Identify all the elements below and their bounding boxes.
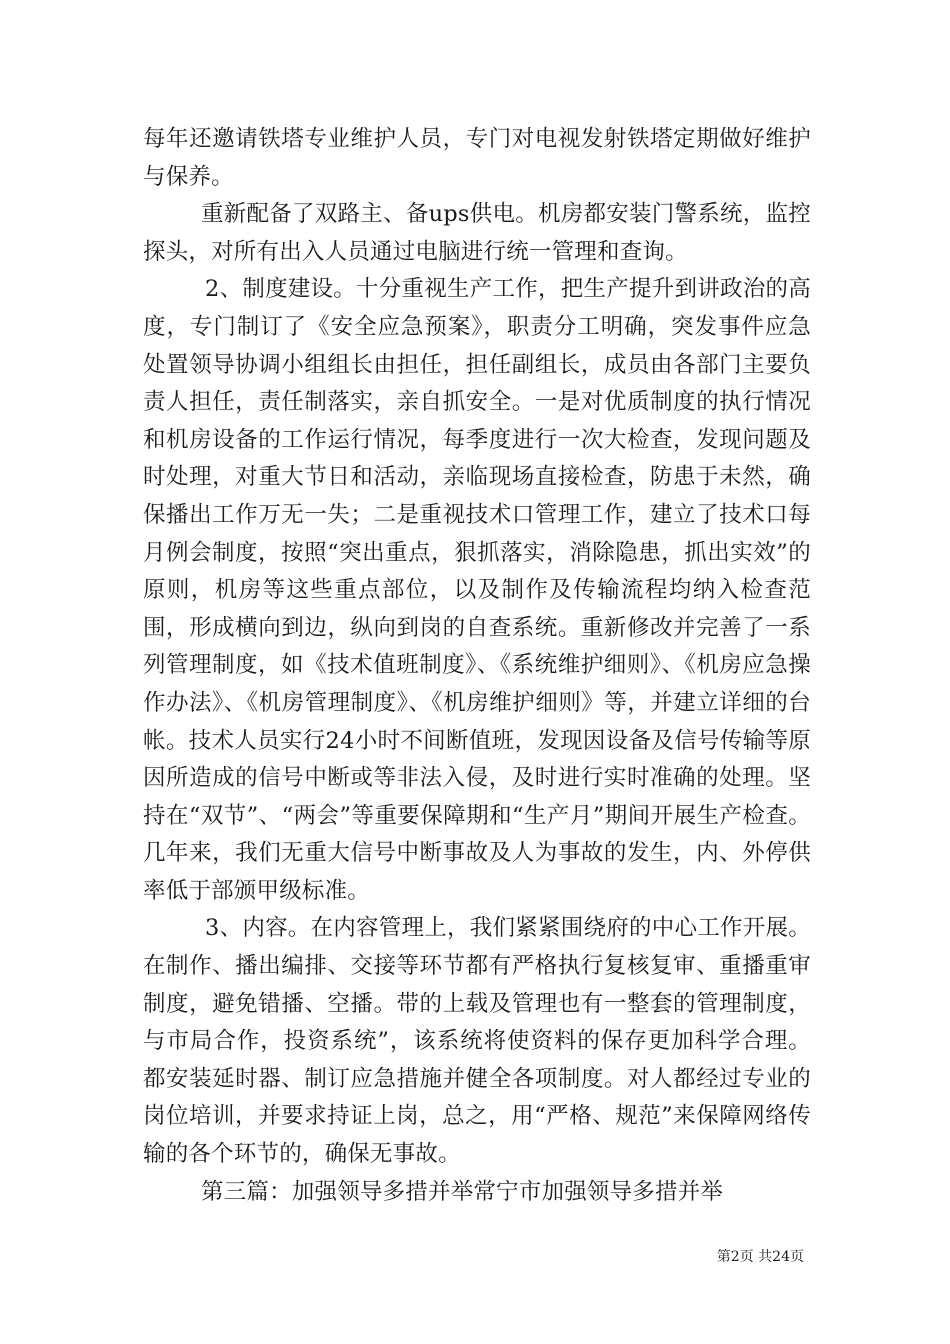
footer-prefix: 第 [716, 1249, 731, 1265]
page-number-footer [0, 1246, 950, 1266]
footer-middle: 页 共 [739, 1249, 773, 1265]
footer-current-page: 2 [730, 1249, 740, 1265]
footer-suffix: 页 [790, 1249, 804, 1265]
document-body [143, 121, 811, 1211]
paragraph-system-construction: 2、制度建设。十分重视生产工作，把生产提升到讲政治的高度，专门制订了《安全应急预案》，职责分工明确，突发事件应急处置领导协调小组组长由担任，担任副组长，成员由各部门主要负责人担任，责任制落实，亲自抓安全。一是对优质制度的执行情况和机房设备的工作运行情况，每季度进行一次大检查，发现问题及时处理，对重大节日和活动，亲临现场直接检查，防患于未然，确保播出工作万无一失；二是重视技术口管理工作，建立了技术口每月例会制度，按照“突出重点，狠抓落实，消除隐患，抓出实效”的原则，机房等这些重点部位，以及制作及传输流程均纳入检查范围，形成横向到边，纵向到岗的自查系统。重新修改并完善了一系列管理制度，如《技术值班制度》、《系统维护细则》、《机房应急操作办法》、《机房管理制度》、《机房维护细则》等，并建立详细的台帐。技术人员实行24小时不间断值班，发现因设备及信号传输等原因所造成的信号中断或等非法入侵，及时进行实时准确的处理。坚持在“双节”、“两会”等重要保障期和“生产月”期间开展生产检查。几年来，我们无重大信号中断事故及人为事故的发生，内、外停供率低于部颁甲级标准。 [143, 276, 811, 904]
paragraph-section-heading: 第三篇：加强领导多措并举常宁市加强领导多措并举 [201, 1178, 724, 1205]
paragraph-power-supply: 重新配备了双路主、备ups供电。机房都安装门警系统，监控探头，对所有出入人员通过电脑进行统一管理和查询。 [143, 201, 811, 265]
footer-total-pages: 24 [772, 1249, 790, 1265]
paragraph-content-management: 3、内容。在内容管理上，我们紧紧围绕府的中心工作开展。在制作、播出编排、交接等环节都有严格执行复核复审、重播重审制度，避免错播、空播。带的上载及管理也有一整套的管理制度，与市局合作，投资系统”，该系统将使资料的保存更加科学合理。都安装延时器、制订应急措施并健全各项制度。对人都经过专业的岗位培训，并要求持证上岗，总之，用“严格、规范”来保障网络传输的各个环节的，确保无事故。 [143, 915, 811, 1168]
paragraph-maintenance: 每年还邀请铁塔专业维护人员，专门对电视发射铁塔定期做好维护与保养。 [143, 126, 811, 190]
